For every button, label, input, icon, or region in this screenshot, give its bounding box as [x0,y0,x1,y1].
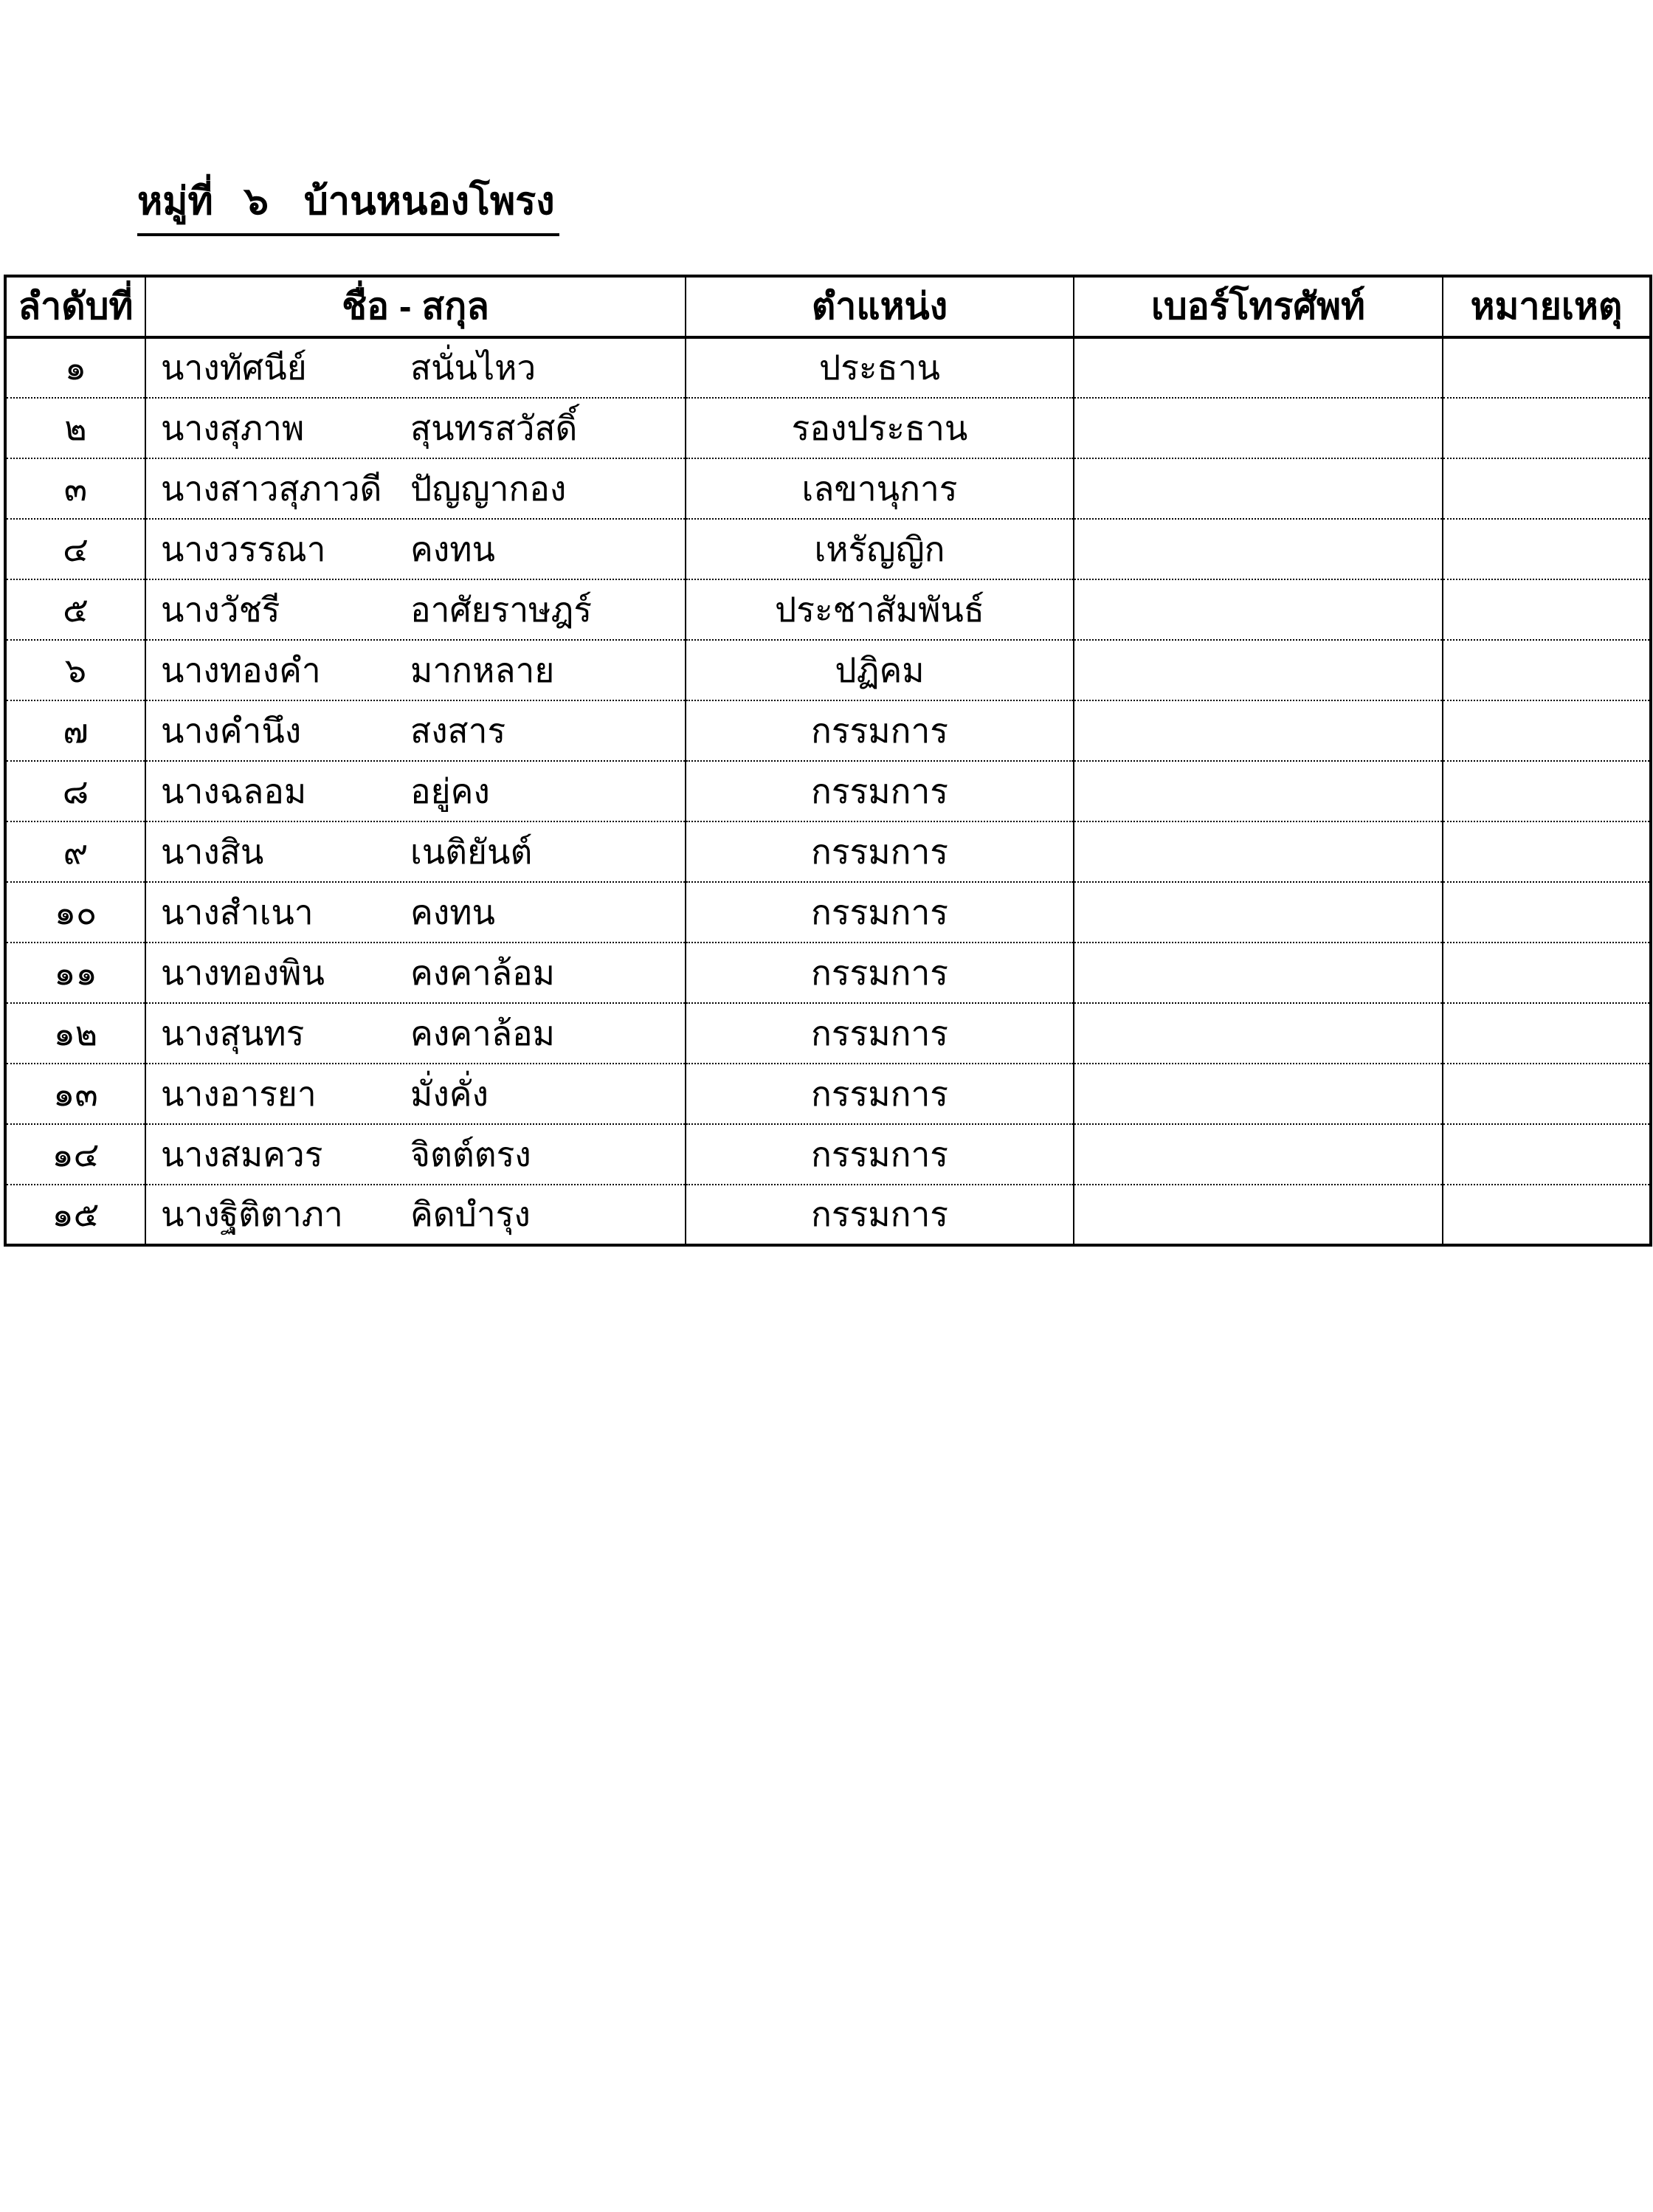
position-value: กรรมการ [811,832,948,871]
cell-order-no [5,398,145,458]
cell-phone [1074,882,1443,943]
last-name-value: จิตต์ตรง [410,1134,531,1174]
cell-phone [1074,640,1443,700]
first-name-value: นางสำเนา [161,892,314,931]
cell-position [686,458,1074,519]
page-title-village-name: บ้านหนองโพรง [303,180,555,223]
table-row [5,1003,1651,1064]
order-no-value: ๑๔ [52,1134,100,1174]
cell-order-no [5,1003,145,1064]
cell-name [145,1185,686,1245]
cell-order-no [5,337,145,398]
cell-order-no [5,700,145,761]
last-name-value: สนั่นไหว [410,348,536,387]
position-value: รองประธาน [791,408,968,447]
cell-phone [1074,398,1443,458]
first-name-value: นางทัศนีย์ [161,348,307,387]
first-name-value: นางวรรณา [161,529,326,568]
cell-note [1443,821,1651,882]
cell-phone [1074,1003,1443,1064]
cell-phone [1074,1064,1443,1124]
cell-name [145,458,686,519]
order-no-value: ๑๐ [54,892,97,931]
order-no-value: ๑๕ [52,1195,100,1233]
table-row [5,882,1651,943]
table-row [5,398,1651,458]
position-value: กรรมการ [811,1013,948,1052]
cell-order-no [5,579,145,640]
order-no-value: ๘ [62,771,89,810]
cell-name [145,1124,686,1185]
cell-order-no [5,943,145,1003]
first-name-value: นางทองพิน [161,953,325,992]
cell-position [686,640,1074,700]
cell-note [1443,640,1651,700]
cell-phone [1074,458,1443,519]
cell-name [145,882,686,943]
first-name-value: นางฉลอม [161,771,307,810]
cell-name [145,1003,686,1064]
cell-order-no [5,1185,145,1245]
cell-phone [1074,1124,1443,1185]
last-name-value: เนติยันต์ [410,832,533,871]
committee-roster-table [4,275,1652,1247]
table-row [5,1124,1651,1185]
cell-name [145,1064,686,1124]
cell-order-no [5,519,145,579]
table-row [5,579,1651,640]
table-row [5,519,1651,579]
cell-order-no [5,821,145,882]
table-row [5,337,1651,398]
col-header-note: หมายเหตุ [1443,276,1651,337]
last-name-value: คิดบำรุง [410,1195,531,1233]
cell-order-no [5,761,145,821]
last-name-value: คงทน [410,892,495,931]
last-name-value: ปัญญากอง [410,469,567,508]
cell-name [145,943,686,1003]
cell-note [1443,943,1651,1003]
cell-phone [1074,579,1443,640]
cell-name [145,337,686,398]
last-name-value: มากหลาย [410,650,555,689]
cell-position [686,1185,1074,1245]
table-row [5,943,1651,1003]
last-name-value: สุนทรสวัสดิ์ [410,408,578,447]
order-no-value: ๕ [63,590,89,629]
table-header-row [5,276,1651,337]
cell-order-no [5,882,145,943]
position-value: กรรมการ [811,711,948,750]
cell-position [686,1064,1074,1124]
cell-note [1443,337,1651,398]
cell-name [145,579,686,640]
table-row [5,458,1651,519]
position-value: กรรมการ [811,953,948,992]
cell-name [145,398,686,458]
table-row [5,821,1651,882]
cell-note [1443,761,1651,821]
cell-order-no [5,1124,145,1185]
position-value: กรรมการ [811,892,948,931]
first-name-value: นางฐิติตาภา [161,1195,343,1233]
cell-phone [1074,943,1443,1003]
table-row [5,761,1651,821]
last-name-value: คงคาล้อม [410,1013,555,1052]
cell-note [1443,458,1651,519]
col-header-position: ตำแหน่ง [686,276,1074,337]
order-no-value: ๗ [63,711,89,750]
cell-phone [1074,337,1443,398]
cell-order-no [5,640,145,700]
last-name-value: คงทน [410,529,495,568]
col-header-phone: เบอร์โทรศัพท์ [1074,276,1443,337]
cell-position [686,1003,1074,1064]
table-row [5,700,1651,761]
cell-phone [1074,519,1443,579]
cell-name [145,640,686,700]
position-value: กรรมการ [811,771,948,810]
cell-position [686,398,1074,458]
cell-note [1443,398,1651,458]
cell-phone [1074,821,1443,882]
cell-note [1443,1003,1651,1064]
position-value: ปฏิคม [835,650,925,689]
table-row [5,1064,1651,1124]
cell-position [686,1124,1074,1185]
position-value: ประชาสัมพันธ์ [775,590,984,629]
cell-note [1443,1185,1651,1245]
cell-note [1443,882,1651,943]
cell-order-no [5,1064,145,1124]
last-name-value: คงคาล้อม [410,953,555,992]
first-name-value: นางสิน [161,832,264,871]
table-row [5,640,1651,700]
cell-position [686,519,1074,579]
cell-order-no [5,458,145,519]
col-header-name: ชื่อ - สกุล [145,276,686,337]
first-name-value: นางสุภาพ [161,408,305,447]
first-name-value: นางทองคำ [161,650,321,689]
first-name-value: นางสาวสุภาวดี [161,469,382,508]
cell-phone [1074,1185,1443,1245]
order-no-value: ๙ [63,832,89,871]
position-value: ประธาน [819,348,940,387]
cell-position [686,821,1074,882]
order-no-value: ๓ [63,469,88,508]
order-no-value: ๑ [64,348,87,387]
last-name-value: อาศัยราษฎร์ [410,590,593,629]
order-no-value: ๒ [64,408,87,447]
last-name-value: สงสาร [410,711,506,750]
cell-name [145,821,686,882]
order-no-value: ๑๓ [53,1074,98,1113]
first-name-value: นางอารยา [161,1074,317,1113]
cell-note [1443,519,1651,579]
position-value: กรรมการ [811,1074,948,1113]
col-header-order-no: ลำดับที่ [5,276,145,337]
page-title [137,177,559,236]
cell-position [686,700,1074,761]
cell-position [686,337,1074,398]
cell-name [145,761,686,821]
order-no-value: ๖ [64,650,87,689]
position-value: เหรัญญิก [814,529,945,568]
last-name-value: มั่งคั่ง [410,1074,489,1113]
cell-position [686,943,1074,1003]
table-body [5,337,1651,1245]
order-no-value: ๑๑ [54,953,97,992]
cell-note [1443,579,1651,640]
page-title-prefix: หมู่ที่ [137,180,213,223]
cell-phone [1074,761,1443,821]
table-row [5,1185,1651,1245]
cell-position [686,882,1074,943]
position-value: เลขานุการ [801,469,958,508]
cell-note [1443,1064,1651,1124]
cell-phone [1074,700,1443,761]
cell-name [145,519,686,579]
position-value: กรรมการ [811,1134,948,1174]
cell-position [686,761,1074,821]
first-name-value: นางสมควร [161,1134,323,1174]
order-no-value: ๔ [63,529,89,568]
order-no-value: ๑๒ [53,1013,98,1052]
first-name-value: นางคำนึง [161,711,302,750]
first-name-value: นางวัชรี [161,590,280,629]
cell-position [686,579,1074,640]
cell-note [1443,1124,1651,1185]
cell-note [1443,700,1651,761]
page-title-village-number: ๖ [244,180,269,223]
cell-name [145,700,686,761]
position-value: กรรมการ [811,1195,948,1233]
last-name-value: อยู่คง [410,771,490,810]
first-name-value: นางสุนทร [161,1013,305,1052]
